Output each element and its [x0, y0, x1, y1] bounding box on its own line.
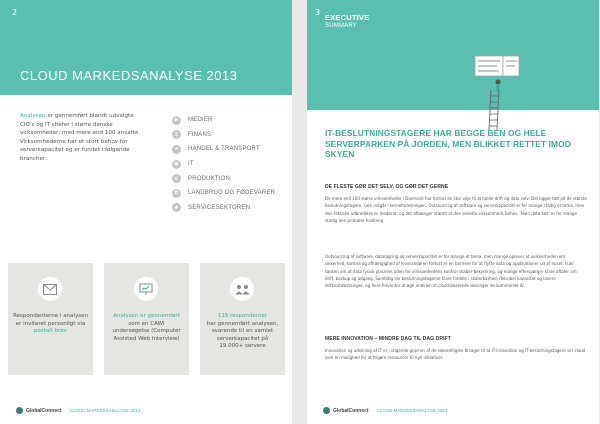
sector-item [172, 142, 287, 157]
presentation-icon [134, 277, 158, 301]
stat-box-highlight: Analysen er gennemført [113, 313, 180, 319]
logo-mark-icon [323, 407, 330, 414]
footer-text: CLOUD MARKEDSANALYSE 2013 [69, 408, 141, 413]
stat-box-body: Respondenterne i analysen er inviteret personligt via [13, 313, 88, 327]
sector-item [172, 128, 287, 143]
section-heading: MERE INNOVATION – MINDRE DAG TIL DAG DRIFT [325, 336, 451, 342]
stat-box [200, 263, 285, 375]
intro-text: er gennemført blandt udvalgte CIO's og IT chefer i større danske virksomheder, med mere end 100 ansatte. Virksomhederne har et stort behov for serverkapacitet og er fundet i følgende brancher: [20, 113, 141, 162]
right-footer [323, 407, 448, 414]
footer-text: CLOUD MARKEDSANALYSE 2013 [376, 408, 448, 413]
media-icon: ▶ [172, 116, 181, 125]
sector-label: PRODUKTION [188, 175, 231, 182]
people-icon [230, 277, 254, 301]
left-footer [16, 407, 141, 414]
sector-list [172, 113, 287, 215]
sector-item [172, 201, 287, 216]
intro-highlight: Analysen [20, 113, 46, 119]
sector-item [172, 113, 287, 128]
page-title: CLOUD MARKEDSANALYSE 2013 [20, 68, 238, 83]
body-paragraph: Innovation og udvikling af IT er i stigende grad en af de væsentligste årsager til at IT-innovation og IT-beslutningstagere ser cloud som en mulighed for at frigøre ressourcer til nye initiativer. [325, 348, 586, 361]
logo-mark-icon [16, 407, 23, 414]
sector-label: SERVICESEKTOREN [188, 204, 251, 211]
stat-box-body: har gennemført analysen, svarende til en samlet serverkapacitet på 19.000+ servere [206, 320, 279, 350]
section-subtitle: SUMMARY [325, 23, 357, 29]
sector-item [172, 171, 287, 186]
page-number: 2 [12, 8, 18, 17]
mail-icon [38, 277, 62, 301]
sector-label: LANDBRUG OG FØDEVARER [188, 190, 276, 197]
agriculture-icon: ✿ [172, 189, 181, 198]
sector-item [172, 157, 287, 172]
stat-box-highlight: 115 respondenter [217, 313, 268, 319]
page-number: 3 [315, 8, 321, 17]
production-icon: ⚙ [172, 174, 181, 183]
headline: IT-BESLUTNINGSTAGERE HAR BEGGE BEN OG HELE SERVERPARKEN PÅ JORDEN, MEN BLIKKET RETTET IMOD SKYEN [325, 128, 571, 159]
ladder-illustration-icon [473, 52, 521, 132]
stats-boxes [8, 263, 284, 375]
left-header-band [0, 0, 292, 95]
company-logo: GlobalConnect [323, 407, 369, 414]
sector-label: IT [188, 161, 194, 168]
stat-box-text [205, 313, 280, 351]
sector-label: MEDIER [188, 117, 213, 124]
section-title: EXECUTIVE [325, 13, 370, 22]
stat-box [104, 263, 189, 375]
body-paragraph: Outsourcing af software, datalagring og serverkapacitet er for mange et tema, men mange oplever at usikkerheden om sikkerhed, kontrol og afhængighed af leverandøren fortsat er en barriere for at flytte data og applikationer ud af huset. Især tanken om at data fysisk placeres uden for virksomhedens kontrol skaber bekymring, og mange efterspørger klare aftaler om drift, backup og adgang. Samtidig ser beslutningstagerne klare fordele i skalerbarhed, fleksibel kapacitet og lavere driftsomkostninger, og flere forventer at øge andelen af cloud-baserede løsninger de kommende år. [325, 254, 577, 289]
body-paragraph: De mere end 100 større virksomheder i Danmark har fortsat en stor vilje til at holde drift og data selv. Det ligger tæt på de største beslutningstagere, som indgår i kerneforretningen. Outsourcing af software og serverkapacitet er for mange stadig et tema, men den faktiske udbredelse er moderat, og det afhænger stærkt af den enkelte virksomheds behov. 'Hold data tæt' er for mange stadig den primære holdning. [325, 196, 587, 223]
it-icon: ▣ [172, 160, 181, 169]
right-header-band [307, 0, 599, 110]
stat-box-text [109, 313, 184, 343]
right-page [307, 0, 599, 424]
sector-item [172, 186, 287, 201]
service-icon: ✚ [172, 203, 181, 212]
stat-box [8, 263, 93, 375]
section-heading: DE FLESTE GØR DET SELV, OG GØR DET GERNE [325, 184, 449, 190]
transport-icon: ➜ [172, 145, 181, 154]
intro-paragraph [20, 112, 142, 164]
finance-icon: $ [172, 130, 181, 139]
left-page [0, 0, 292, 424]
stat-box-text [13, 313, 88, 336]
stat-box-highlight: postalt brev [34, 328, 67, 335]
stat-box-body: som en CAWI undersøgelse (Computer Assisted Web Interview) [112, 320, 181, 342]
sector-label: HANDEL & TRANSPORT [188, 146, 260, 153]
sector-label: FINANS [188, 131, 212, 138]
company-logo: GlobalConnect [16, 407, 62, 414]
